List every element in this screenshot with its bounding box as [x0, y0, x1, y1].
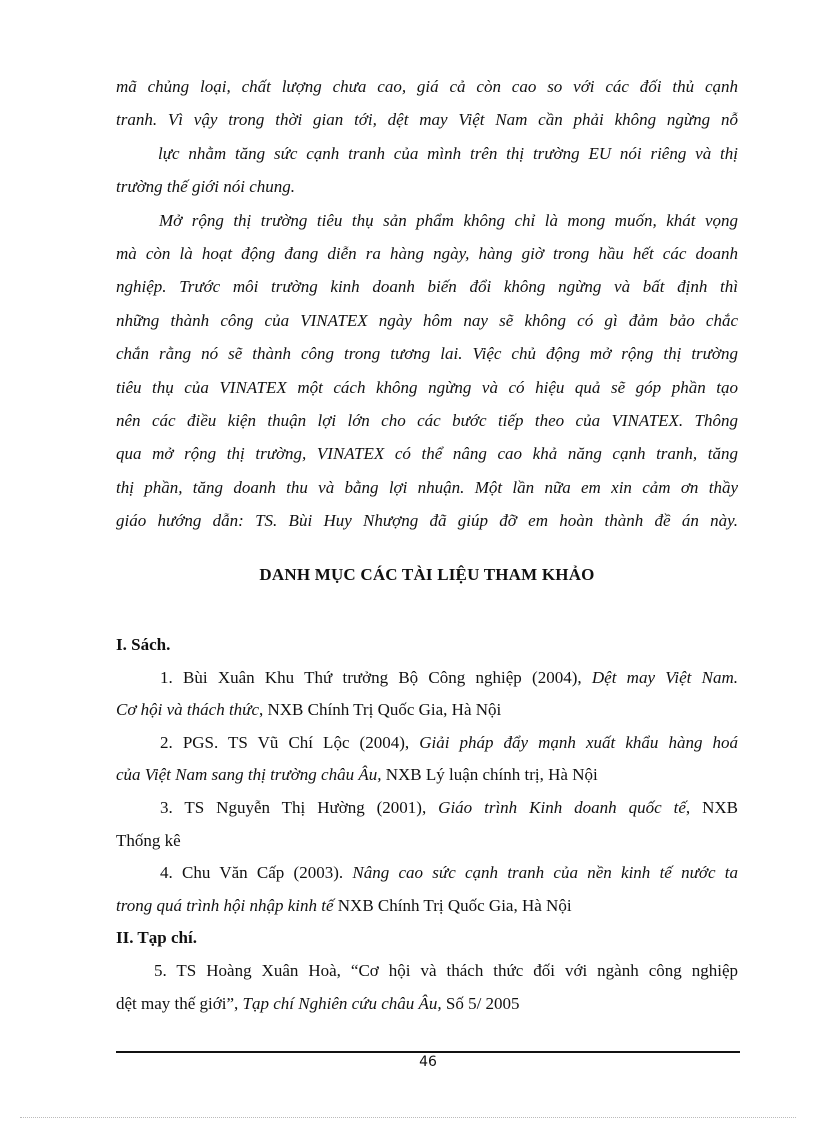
text-line: tranh. Vì vậy trong thời gian tới, dệt may Việt Nam cần phải không ngừng nỗ: [116, 110, 738, 130]
reference-text: dệt may thế giới”,: [116, 993, 243, 1013]
body-text: [116, 70, 738, 538]
reference-item: [116, 792, 738, 857]
references-title: DANH MỤC CÁC TÀI LIỆU THAM KHẢO: [259, 565, 595, 584]
reference-title: Giáo trình Kinh doanh quốc tế: [438, 797, 686, 817]
reference-title: Giải pháp đẩy mạnh xuất khẩu hàng hoá: [419, 732, 738, 752]
reference-title: Tạp chí Nghiên cứu châu Âu,: [242, 993, 442, 1013]
text-line: qua mở rộng thị trường, VINATEX có thể nâng cao khả năng cạnh tranh, tăng: [116, 444, 738, 464]
reference-text: 2. PGS. TS Vũ Chí Lộc (2004),: [160, 732, 420, 752]
text-line: nghiệp. Trước môi trường kinh doanh biến đổi không ngừng và bất định thì: [116, 277, 738, 297]
text-line: những thành công của VINATEX ngày hôm nay sẽ không có gì đảm bảo chắc: [116, 310, 738, 330]
reference-item: [116, 727, 738, 792]
reference-title: Cơ hội và thách thức: [116, 700, 259, 720]
paragraph-conclusion-2: [116, 204, 738, 538]
section-heading-books: I. Sách.: [116, 635, 171, 654]
text-line: giáo hướng dẫn: TS. Bùi Huy Nhượng đã giúp đỡ em hoàn thành đề án này.: [116, 511, 738, 531]
text-line: nên các điều kiện thuận lợi lớn cho các bước tiếp theo của VINATEX. Thông: [116, 411, 738, 431]
text-line: mã chủng loại, chất lượng chưa cao, giá cả còn cao so với các đối thủ cạnh: [116, 77, 738, 96]
reference-text: 4. Chu Văn Cấp (2003).: [160, 863, 353, 883]
reference-text: 1. Bùi Xuân Khu Thứ trưởng Bộ Công nghiệp (2004),: [160, 667, 592, 687]
text-line: Mở rộng thị trường tiêu thụ sản phẩm không chỉ là mong muốn, khát vọng: [159, 210, 738, 230]
footer-rule: [116, 1051, 740, 1053]
page-number: 46: [419, 1054, 437, 1070]
text-line: trường thế giới nói chung.: [116, 177, 295, 197]
reference-title: trong quá trình hội nhập kinh tế: [116, 895, 334, 915]
section-heading-journals: II. Tạp chí.: [116, 928, 197, 948]
reference-line: [116, 857, 738, 890]
reference-line: [116, 890, 738, 923]
reference-item: [116, 857, 738, 922]
text-line: tiêu thụ của VINATEX một cách không ngừng và có hiệu quả sẽ góp phần tạo: [116, 377, 738, 397]
reference-line: [116, 988, 738, 1021]
reference-item: [116, 662, 738, 727]
reference-line: [116, 792, 738, 825]
text-line: chắn rằng nó sẽ thành công trong tương lai. Việc chủ động mở rộng thị trường: [116, 344, 738, 364]
text-line: mà còn là hoạt động đang diễn ra hàng ngày, hàng giờ trong hầu hết các doanh: [116, 244, 738, 264]
reference-text: , NXB Chính Trị Quốc Gia, Hà Nội: [259, 700, 502, 720]
reference-text: NXB Chính Trị Quốc Gia, Hà Nội: [333, 895, 572, 915]
reference-item: [116, 955, 738, 1020]
reference-title: Dệt may Việt Nam.: [591, 667, 738, 687]
reference-text: NXB Lý luận chính trị, Hà Nội: [381, 765, 598, 785]
reference-title: Nâng cao sức cạnh tranh của nền kinh tế nước ta: [352, 863, 738, 883]
reference-line: Thống kê: [116, 830, 181, 850]
reference-line: [116, 694, 738, 727]
reference-text: Số 5/ 2005: [441, 993, 520, 1013]
reference-text: , NXB: [685, 797, 738, 817]
text-line: lực nhằm tăng sức cạnh tranh của mình trên thị trường EU nói riêng và thị: [158, 143, 738, 163]
reference-line: [116, 662, 738, 695]
text-line: thị phần, tăng doanh thu và bằng lợi nhuận. Một lần nữa em xin cảm ơn thầy: [116, 477, 738, 497]
reference-text: 3. TS Nguyễn Thị Hường (2001),: [160, 797, 439, 817]
paragraph-conclusion-1: [116, 70, 738, 204]
reference-title: của Việt Nam sang thị trường châu Âu,: [116, 765, 382, 785]
page-edge-divider: [20, 1117, 796, 1118]
references-list: [116, 629, 738, 1020]
reference-line: 5. TS Hoàng Xuân Hoà, “Cơ hội và thách thức đối với ngành công nghiệp: [154, 960, 738, 980]
reference-line: [116, 759, 738, 792]
reference-line: [116, 727, 738, 760]
